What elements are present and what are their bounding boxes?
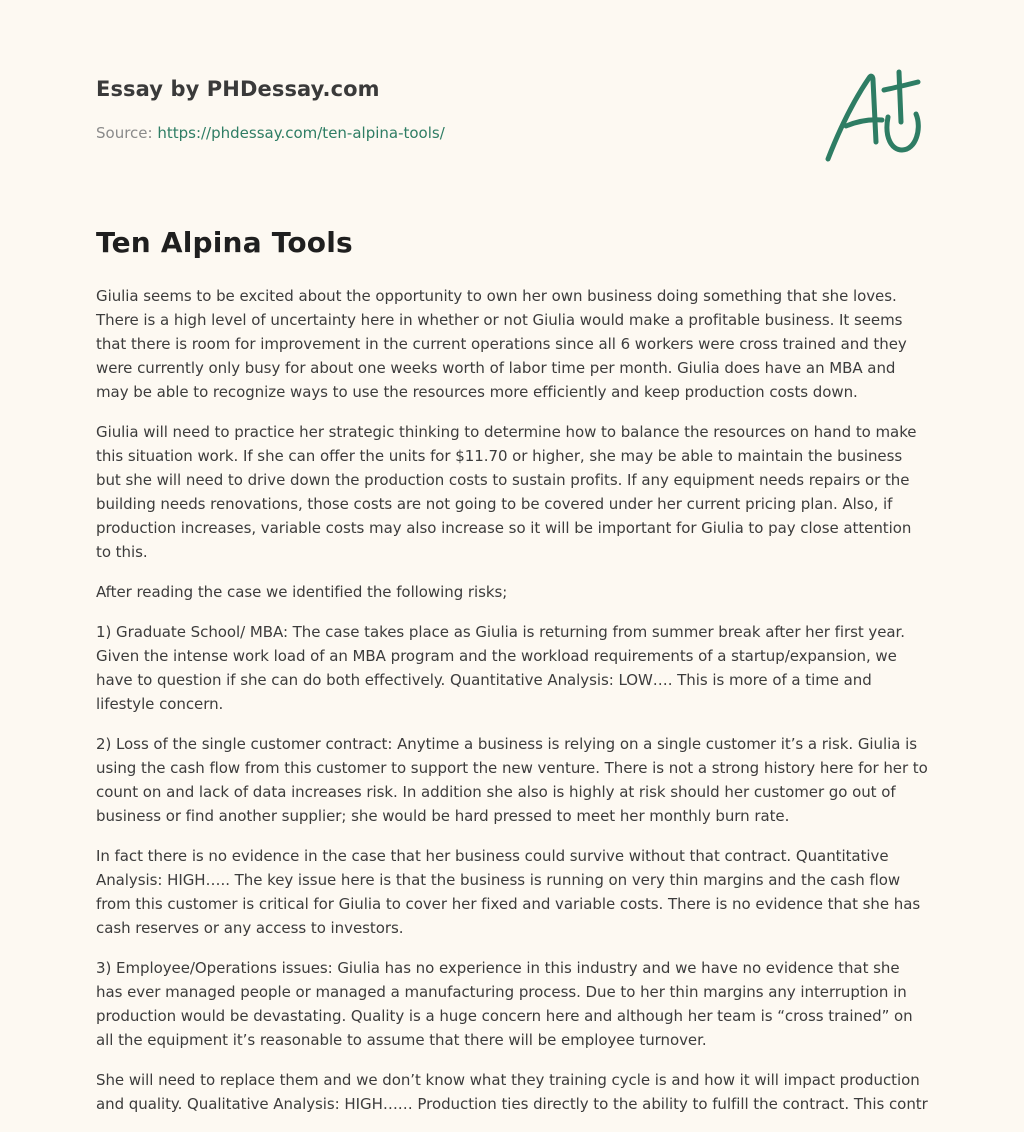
article-title: Ten Alpina Tools	[96, 226, 353, 259]
paragraph: 3) Employee/Operations issues: Giulia has no experience in this industry and we have no evidence that she has ever managed people or managed a manufacturing process. Due to her thin margins any interruption in production would be devastating. Quality is a huge concern here and although her team is “cross trained” on all the equipment it’s reasonable to assume that there will be employee turnover.	[96, 959, 913, 1049]
site-brand: Essay by PHDessay.com	[96, 77, 380, 101]
paragraph: Giulia seems to be excited about the opportunity to own her own business doing something that she loves. There is a high level of uncertainty here in whether or not Giulia would make a profitable business. It seems that there is room for improvement in the current operations since all 6 workers were cross trained and they were currently only busy for about one weeks worth of labor time per month. Giulia does have an MBA and may be able to recognize ways to use the resources more efficiently and keep production costs down.	[96, 287, 907, 401]
a-plus-grade-icon	[822, 66, 928, 166]
paragraph: Giulia will need to practice her strategic thinking to determine how to balance the resources on hand to make this situation work. If she can offer the units for $11.70 or higher, she may be able to maintain the business but she will need to drive down the production costs to sustain profits. If any equipment needs repairs or the building needs renovations, those costs are not going to be covered under her current pricing plan. Also, if production increases, variable costs may also increase so it will be important for Giulia to pay close attention to this.	[96, 423, 917, 561]
article-body	[96, 284, 928, 1132]
paragraph: 2) Loss of the single customer contract: Anytime a business is relying on a single customer it’s a risk. Giulia is using the cash flow from this customer to support the new venture. There is not a strong history here for her to count on and lack of data increases risk. In addition she also is highly at risk should her customer go out of business or find another supplier; she would be hard pressed to meet her monthly burn rate.	[96, 735, 928, 825]
paragraph: In fact there is no evidence in the case that her business could survive without that contract. Quantitative Analysis: HIGH….. The key issue here is that the business is running on very thin margins and the cash flow from this customer is critical for Giulia to cover her fixed and variable costs. There is no evidence that she has cash reserves or any access to investors.	[96, 847, 921, 937]
source-label: Source:	[96, 124, 158, 142]
source-link[interactable]: https://phdessay.com/ten-alpina-tools/	[157, 124, 445, 142]
paragraph: After reading the case we identified the following risks;	[96, 583, 508, 601]
paragraph: She will need to replace them and we don’t know what they training cycle is and how it will impact production and quality. Qualitative Analysis: HIGH…… Production ties directly to the ability to fulfill the contract. This contr	[96, 1071, 928, 1113]
source-line	[96, 124, 445, 142]
paragraph: 1) Graduate School/ MBA: The case takes place as Giulia is returning from summer break after her first year. Given the intense work load of an MBA program and the workload requirements of a startup/expansion, we have to question if she can do both effectively. Quantitative Analysis: LOW…. This is more of a time and lifestyle concern.	[96, 623, 906, 713]
